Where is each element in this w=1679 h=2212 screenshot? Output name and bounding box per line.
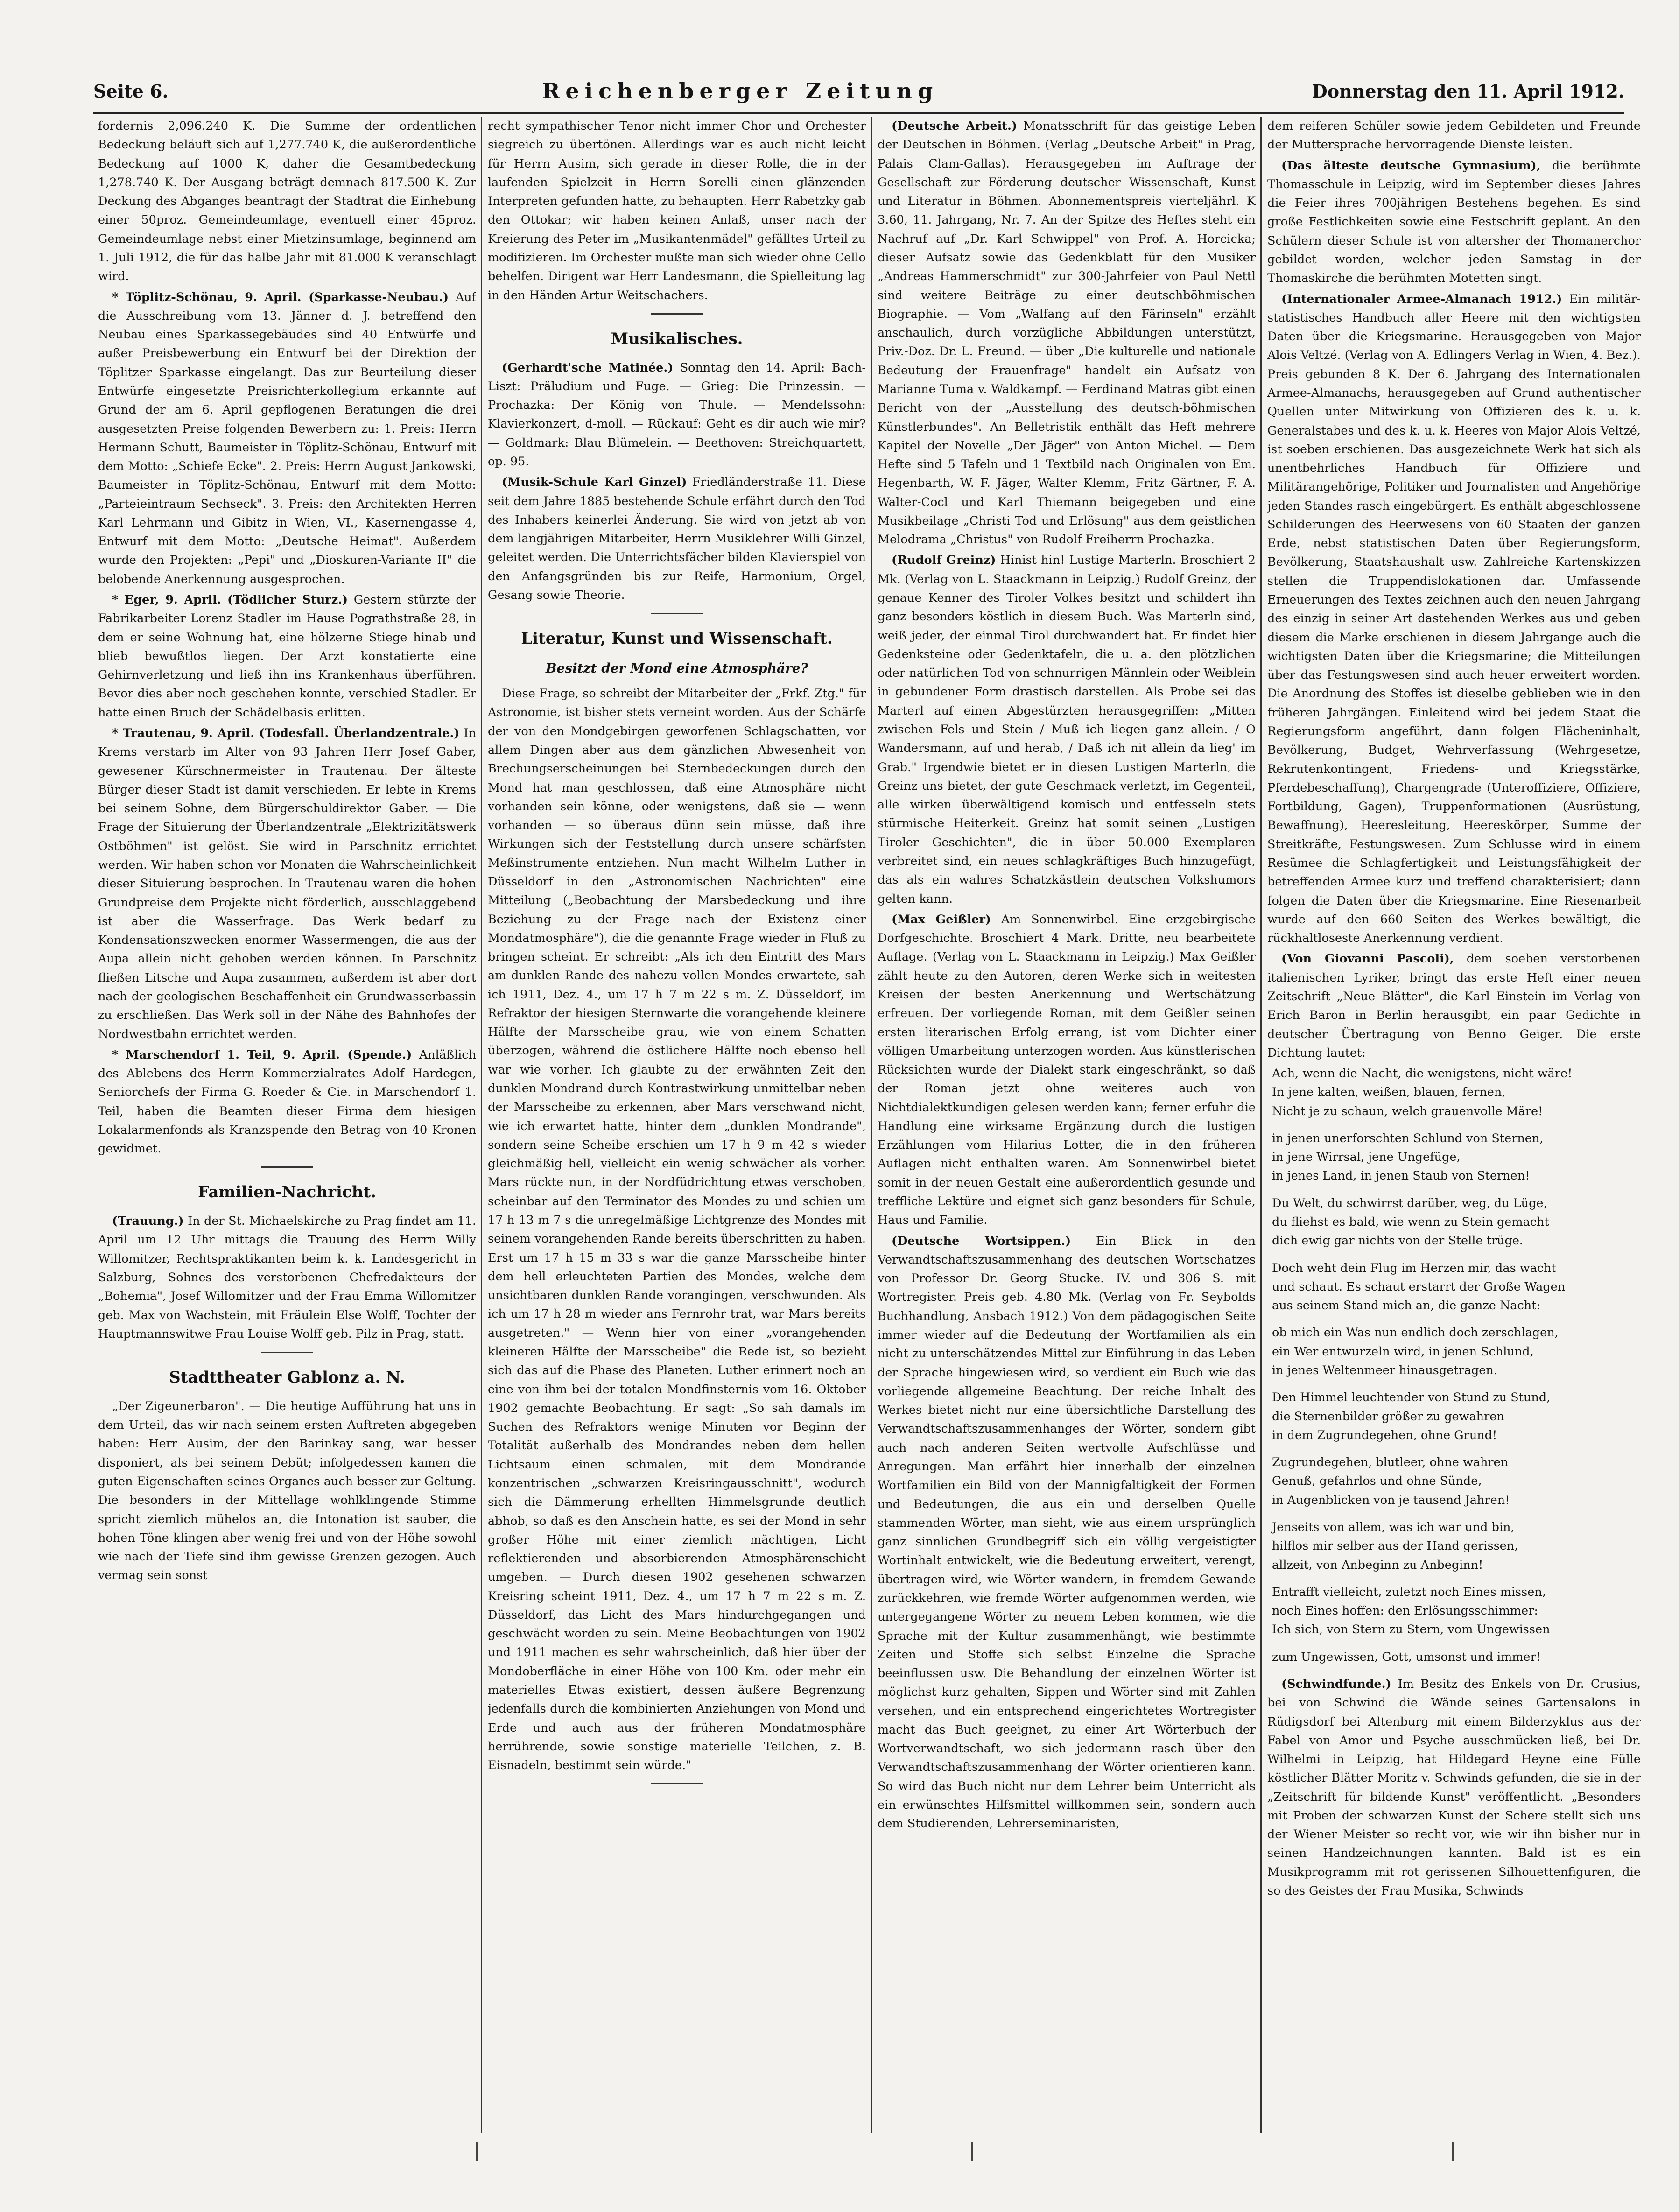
article-text: Ein Blick in den Verwandtschaftszusammenhang des deutschen Wortschatzes von Professor Dr. Georg Stucke. IV. und 306 S. mit Wortregister. Preis geb. 4.80 Mk. (Verlag von Fr. Seybolds Buchhandlung, Ansbach 1912.) Von dem pädagogischen Seite immer wieder auf die Bedeutung der Wortfamilien als ein nicht zu unterschätzendes Mittel zur Einführung in das Leben der Sprache hingewiesen wird, so verdient ein Buch wie das vorliegende allgemeine Beachtung. Der reiche Inhalt des Werkes bietet nicht nur eine übersichtliche Darstellung des Verwandtschaftszusammenhanges der Wörter, sondern gibt auch nach anderen Seiten wertvolle Aufschlüsse und Anregungen. Man erfährt hier innerhalb der einzelnen Wortfamilien ein Bild von der Mannigfaltigkeit der Formen und Bedeutungen, die aus ein und derselben Quelle stammenden Wörter, man sieht, wie aus einem ursprünglich ganz sinnlichen Grundbegriff sich ein völlig vergeistigter Wortinhalt entwickelt, wie die Bedeutung erweitert, verengt, übertragen wird, wie Wörter wandern, in fremdem Gewande zurückkehren, wie fremde Wörter aufgenommen werden, wie untergegangene Wörter zu neuem Leben kommen, wie die Sprache mit der Kultur zusammenhängt, wie bestimmte Zeiten und Stoffe sich selbst Einzelne die Sprache beeinflussen usw. Die Behandlung der einzelnen Wörter ist möglichst kurz gehalten, Sippen und Wörter sind mit Zahlen versehen, und ein entsprechend eingerichtetes Wortregister macht das Buch geeignet, zu einer Art Wörterbuch der Wortverwandtschaft, wo sich jedermann rasch über den Verwandtschaftszusammenhang der Wörter orientieren kann. So wird das Buch nicht nur dem Lehrer beim Unterricht als ein erwünschtes Hilfsmittel willkommen sein, sondern auch dem Studierenden, Lehrerseminaristen,	[878, 1234, 1256, 1831]
article-text: Monatsschrift für das geistige Leben der Deutschen in Böhmen. (Verlag „Deutsche Arbeit" in Prag, Palais Clam-Gallas). Herausgegeben im Auftrage der Gesellschaft zur Förderung deutscher Wissenschaft, Kunst und Literatur in Böhmen. Abonnementspreis vierteljährl. K 3.60, 11. Jahrgang, Nr. 7. An der Spitze des Heftes steht ein Nachruf auf „Dr. Karl Schwippel" von Prof. A. Horcicka; dieser Aufsatz sowie das Gedenkblatt für den Musiker „Andreas Hammerschmidt" zur 300-Jahrfeier von Paul Nettl sind weitere Beiträge zu einer deutschböhmischen Biographie. — Vom „Walfang auf den Färinseln" erzählt anschaulich, durch vorzügliche Abbildungen unterstützt, Priv.-Doz. Dr. L. Freund. — über „Die kulturelle und nationale Bedeutung der Frauenfrage" handelt ein Aufsatz von Marianne Tuma v. Waldkampf. — Ferdinand Matras gibt einen Bericht von der „Ausstellung des deutsch-böhmischen Künstlerbundes". An Belletristik enthält das Heft mehrere Kapitel der Novelle „Der Jäger" von Anton Michel. — Dem Hefte sind 5 Tafeln und 1 Textbild nach Originalen von Em. Hegenbarth, W. F. Jäger, Walter Klemm, Fritz Gärtner, F. A. Walter-Cocl und Karl Thiemann beigegeben und eine Musikbeilage „Christi Tod und Erlösung" aus dem geistlichen Melodrama „Christus" von Rudolf Freiherrn Prochazka.	[878, 119, 1256, 547]
item-lead: (Rudolf Greinz)	[892, 553, 996, 568]
issue-date: Donnerstag den 11. April 1912.	[1312, 80, 1624, 102]
article-paragraph	[878, 117, 1256, 549]
article-text: Sonntag den 14. April: Bach-Liszt: Präludium und Fuge. — Grieg: Die Prinzessin. — Prochazka: Der König von Thule. — Mendelssohn: Klavierkonzert, d-moll. — Rückauf: Geht es dir auch wie mir? — Goldmark: Blau Blümelein. — Beethoven: Streichquartett, op. 95.	[488, 360, 866, 469]
article-text: dem soeben verstorbenen italienischen Lyriker, bringt das erste Heft einer neuen Zeitschrift „Neue Blätter", die Karl Einstein im Verlag von Erich Baron in Berlin herausgibt, ein paar Gedichte in deutscher Übertragung von Benno Geiger. Die erste Dichtung lautet:	[1267, 952, 1641, 1060]
page-number: Seite 6.	[93, 80, 169, 102]
item-lead: (Internationaler Armee-Almanach 1912.)	[1281, 292, 1562, 306]
column-divider	[1260, 117, 1262, 2133]
poem-stanza: Jenseits von allem, was ich war und bin, hilflos mir selber aus der Hand gerissen, allzeit, von Anbeginn zu Anbeginn!	[1272, 1520, 1518, 1572]
print-mark	[1452, 2142, 1454, 2161]
column-4	[1267, 117, 1641, 2133]
poem-stanza: Zugrundegehen, blutleer, ohne wahren Genuß, gefahrlos und ohne Sünde, in Augenblicken von je tausend Jahren!	[1272, 1455, 1510, 1507]
article-paragraph	[1267, 949, 1641, 1062]
article-paragraph	[98, 1212, 476, 1343]
poem-stanza: zum Ungewissen, Gott, umsonst und immer!	[1272, 1650, 1541, 1664]
article-paragraph	[98, 288, 476, 589]
poem-stanza: Doch weht dein Flug im Herzen mir, das wacht und schaut. Es schaut erstarrt der Große Wagen aus seinem Stand mich an, die ganze Nacht:	[1272, 1261, 1566, 1313]
print-mark	[971, 2142, 973, 2161]
article-text: Ein militär-statistisches Handbuch aller Heere mit den wichtigsten Daten über die Kriegsmarine. Herausgegeben von Major Alois Veltzé. (Verlag von A. Edlingers Verlag in Wien, 4. Bez.). Preis gebunden 8 K. Der 6. Jahrgang des Internationalen Armee-Almanachs, herausgegeben auf Grund authentischer Quellen unter Mitwirkung von Offizieren des k. u. k. Generalstabes und des k. u. k. Heeres von Major Alois Veltzé, ist soeben erschienen. Das ausgezeichnete Werk hat sich als unentbehrliches Handbuch für Offiziere und Militärangehörige, Politiker und Journalisten und Angehörige jeden Standes rasch eingebürgert. Es enthält abgeschlossene Schilderungen des Heerwesens von 60 Staaten der ganzen Erde, nebst statistischen Daten über Regierungsform, Bevölkerung, Staatshaushalt usw. Zahlreiche Kartenskizzen stellen die Truppendislokationen dar. Umfassende Erneuerungen des Textes zeichnen auch den neuen Jahrgang des einzig in seiner Art dastehenden Werkes aus und geben diesem die Marke erschienen in diesem Jahrgange auch die wichtigsten Daten über die Kriegsmarine; die Mitteilungen über das Festungswesen sind auch heuer erweitert worden. Die Anordnung des Stoffes ist dieselbe geblieben wie in den früheren Jahrgängen. Einleitend wird bei jedem Staat die Regierungsform angeführt, dann folgen Flächeninhalt, Bevölkerung, Budget, Wehrverfassung (Wehrgesetze, Rekrutenkontingent, Friedens- und Kriegsstärke, Pferdebeschaffung), Chargengrade (Unteroffiziere, Offiziere, Fortbildung, Gagen), Truppenformationen (Ausrüstung, Bewaffnung), Heeresleitung, Heereskörper, Summe der Streitkräfte, Festungswesen. Zum Schlusse wird in einem Resümee die Schlagfertigkeit und Leistungsfähigkeit der betreffenden Armee kurz und treffend charakterisiert; dann folgen die Daten über die Kriegsmarine. Eine Riesenarbeit wurde auf den 660 Seiten des Werkes bewältigt, die rückhaltloseste Anerkennung verdient.	[1267, 292, 1641, 946]
section-heading: Literatur, Kunst und Wissenschaft.	[521, 629, 833, 648]
item-lead: (Deutsche Wortsippen.)	[892, 1234, 1071, 1248]
item-lead: (Gerhardt'sche Matinée.)	[502, 360, 674, 375]
item-lead: (Max Geißler)	[892, 912, 991, 927]
article-paragraph	[1267, 1675, 1641, 1900]
article-paragraph	[488, 473, 866, 604]
print-mark	[476, 2142, 478, 2161]
poem-stanza: in jenen unerforschten Schlund von Sternen, in jene Wirrsal, jene Ungefüge, in jenes Land, in jenen Staub von Sternen!	[1272, 1131, 1544, 1183]
article-text: Auf die Ausschreibung vom 13. Jänner d. J. betreffend den Neubau eines Sparkassegebäudes sind 40 Entwürfe und außer Preisbewerbung ein Entwurf bei der Direktion der Töplitzer Sparkasse eingelangt. Das zur Beurteilung dieser Entwürfe eingesetzte Preisrichterkollegium erkannte auf Grund der am 6. April gepflogenen Beratungen die drei ausgesetzten Preise folgenden Bewerbern zu: 1. Preis: Herrn Hermann Schutt, Baumeister in Töplitz-Schönau, Entwurf mit dem Motto: „Schiefe Ecke". 2. Preis: Herrn August Jankowski, Baumeister in Töplitz-Schönau, Entwurf mit dem Motto: „Parteieintraum Sechseck". 3. Preis: den Architekten Herren Karl Lehrmann und Gibitz in Wien, VI., Kasernengasse 4, Entwurf mit dem Motto: „Deutsche Heimat". Außerdem wurde den Projekten: „Pepi" und „Dioskuren-Variante II" die belobende Anerkennung ausgesprochen.	[98, 290, 476, 586]
article-text: Hinist hin! Lustige Marterln. Broschiert 2 Mk. (Verlag von L. Staackmann in Leipzig.) Rudolf Greinz, der genaue Kenner des Tiroler Volkes besitzt und schildert ihn ganz besonders köstlich in diesem Buch. Was Marterln sind, weiß jeder, der einmal Tirol durchwandert hat. Er findet hier Gedenksteine oder Gedenktafeln, die u. a. den plötzlichen oder natürlichen Tod von schnurrigen Männlein oder Weiblein in gebundener Form drastisch darstellen. Als Probe sei das Marterl auf einen Abgestürzten herausgegriffen: „Mitten zwischen Fels und Stein / Muß ich liegen ganz allein. / O Wandersmann, auf und herab, / Daß ich nit allein da lieg' im Grab." Irgendwie bietet er in diesen Lustigen Marterln, die Greinz uns bietet, der gute Geschmack verletzt, im Gegenteil, alle wirken überwältigend komisch und entfesseln stets stürmische Heiterkeit. Greinz hat somit seinen „Lustigen Tiroler Geschichten", die in über 50.000 Exemplaren verbreitet sind, ein neues schlagkräftiges Buch hinzugefügt, das als ein wahres Schatzkästlein deutschen Volkshumors gelten kann.	[878, 553, 1256, 906]
column-1	[98, 117, 476, 2133]
poem-stanza: Du Welt, du schwirrst darüber, weg, du Lüge, du fliehst es bald, wie wenn zu Stein gemacht dich ewig gar nichts von der Stelle trüge.	[1272, 1196, 1549, 1248]
article-paragraph	[98, 724, 476, 1044]
article-paragraph: fordernis 2,096.240 K. Die Summe der ordentlichen Bedeckung beläuft sich auf 1,277.740 K, die außerordentliche Bedeckung auf 1000 K, daher die Gesamtbedeckung 1,278.740 K. Der Ausgang beträgt demnach 817.500 K. Zur Deckung des Abganges beantragt der Stadtrat die Einhebung einer 50proz. Gemeindeumlage, eventuell einer 45proz. Gemeindeumlage nebst einer Mietzinsumlage, beginnend am 1. Juli 1912, die für das halbe Jahr mit 81.000 K veranschlagt wird.	[98, 119, 476, 284]
page-header	[93, 70, 1624, 112]
item-lead: (Von Giovanni Pascoli),	[1281, 952, 1454, 966]
article-paragraph	[878, 910, 1256, 1230]
article-paragraph: Diese Frage, so schreibt der Mitarbeiter der „Frkf. Ztg." für Astronomie, ist bisher stets verneint worden. Aus der Schärfe der von den Mondgebirgen geworfenen Schlagschatten, vor allem Dingen aber aus dem gänzlichen Abwesenheit von Brechungserscheinungen bei Sternbedeckungen durch den Mond hat man geschlossen, daß eine Atmosphäre nicht vorhanden sein könne, oder wenigstens, daß sie — wenn vorhanden — so überaus dünn sein müsse, daß ihre Wirkungen sich der Feststellung durch unsere schärfsten Meßinstrumente entziehen. Nun macht Wilhelm Luther in Düsseldorf in den „Astronomischen Nachrichten" eine Mitteilung („Beobachtung der Marsbedeckung und ihre Beziehung zu der Frage nach der Existenz einer Mondatmosphäre"), die die genannte Frage wieder in Fluß zu bringen scheint. Er schreibt: „Als ich den Eintritt des Mars am dunklen Rande des nahezu vollen Mondes erwartete, sah ich 1911, Dez. 4., um 17 h 7 m 22 s m. Z. Düsseldorf, im Refraktor der hiesigen Sternwarte die vorangehende kleinere Hälfte der Marsscheibe grau, wie von einem Schatten überzogen, während die östlichere Hälfte noch ebenso hell war wie vorher. Ich glaubte zu der erwähnten Zeit den dunklen Mondrand durch Kontrastwirkung unmittelbar neben der Marsscheibe zu erkennen, aber Mars verschwand nicht, wie ich erwartet hatte, hinter dem „dunklen Mondrande", sondern seine Scheibe erschien um 17 h 9 m 42 s wieder gleichmäßig hell, vielleicht ein wenig schwächer als vorher. Mars rückte nun, in der Nordfüdrichtung etwas verschoben, scheinbar auf den Terminator des Mondes zu und schien um 17 h 13 m 7 s die unregelmäßige Lichtgrenze des Mondes mit seinem vorangehenden Rande bereits überschritten zu haben. Erst um 17 h 15 m 33 s war die ganze Marsscheibe hinter dem hell erleuchteten Partien des Mondes, welche dem unsichtbaren dunklen Rande vorangingen, verschwunden. Als ich um 17 h 28 m wieder ans Fernrohr trat, war Mars bereits ausgetreten." — Wenn hier von einer „vorangehenden kleineren Hälfte der Marsscheibe" die Rede ist, so bezieht sich das auf die Phase des Planeten. Luther erinnert noch an eine von ihm bei der totalen Mondfinsternis vom 16. Oktober 1902 gemachte Beobachtung. Er sagt: „So sah damals im Suchen des Refraktors wenige Minuten vor Beginn der Totalität außerhalb des Mondrandes neben dem hellen Lichtsaum einen schmalen, mit dem Mondrande konzentrischen „schwarzen Kreisringausschnitt", wodurch sich die Dämmerung erhellten Himmelsgrunde deutlich abhob, so daß es den Anschein hatte, es sei der Mond in sehr großer Höhe mit einer ziemlich mächtigen, Licht reflektierenden und absorbierenden Atmosphärenschicht umgeben. — Durch diesen 1902 gesehenen schwarzen Kreisring scheint 1911, Dez. 4., um 17 h 7 m 22 s m. Z. Düsseldorf, das Licht des Mars hindurchgegangen und geschwächt worden zu sein. Meine Beobachtungen von 1902 und 1911 machen es sehr wahrscheinlich, daß hier über der Mondoberfläche in einer Höhe von 100 Km. oder mehr ein materielles Etwas existiert, dessen äußere Begrenzung jedenfalls durch die kombinierten Anziehungen von Mond und Erde und auch aus der früheren Mondatmosphäre herrührende, sowie sonstige materielle Teilchen, z. B. Eisnadeln, bestimmt sein würde."	[488, 687, 866, 1773]
article-headline: Besitzt der Mond eine Atmosphäre?	[545, 660, 808, 676]
column-3	[878, 117, 1256, 2133]
dateline: * Töplitz-Schönau, 9. April. (Sparkasse-Neubau.)	[112, 290, 449, 304]
section-heading: Familien-Nachricht.	[198, 1183, 376, 1202]
dateline: * Eger, 9. April. (Tödlicher Sturz.)	[112, 593, 348, 607]
section-separator	[261, 1166, 313, 1168]
dateline: * Trautenau, 9. April. (Todesfall. Überlandzentrale.)	[112, 726, 460, 740]
article-paragraph: „Der Zigeunerbaron". — Die heutige Aufführung hat uns in dem Urteil, das wir nach seinem ersten Auftreten abgegeben haben: Herr Ausim, der den Barinkay sang, war besser disponiert, als bei seinem Debüt; infolgedessen kamen die guten Eigenschaften seines Organes auch besser zur Geltung. Die besonders in der Mittellage wohlklingende Stimme spricht ziemlich mühelos an, die Intonation ist sauber, die hohen Töne klingen aber wenig frei und von der Höhe sowohl wie nach der Tiefe sind ihm gewisse Grenzen gezogen. Auch vermag sein sonst	[98, 1399, 476, 1583]
section-heading: Musikalisches.	[611, 329, 743, 348]
article-paragraph	[98, 590, 476, 722]
dateline: * Marschendorf 1. Teil, 9. April. (Spende.)	[112, 1047, 412, 1062]
section-heading: Stadttheater Gablonz a. N.	[169, 1368, 405, 1387]
article-paragraph	[98, 1046, 476, 1159]
article-text: In der St. Michaelskirche zu Prag findet am 11. April um 12 Uhr mittags die Trauung des Herrn Willy Willomitzer, Rechtspraktikanten beim k. k. Landesgericht in Salzburg, Sohnes des verstorbenen Chefredakteurs der „Bohemia", Josef Willomitzer und der Frau Emma Willomitzer geb. Max von Wachstein, mit Fräulein Else Wolff, Tochter der Hauptmannswitwe Frau Louise Wolff geb. Pilz in Prag, statt.	[98, 1214, 476, 1341]
item-lead: (Das älteste deutsche Gymnasium),	[1281, 158, 1541, 173]
poem-stanza: ob mich ein Was nun endlich doch zerschlagen, ein Wer entwurzeln wird, in jenen Schlund, in jenes Weltenmeer hinausgetragen.	[1272, 1326, 1559, 1377]
item-lead: (Musik-Schule Karl Ginzel)	[502, 475, 687, 490]
article-text: die berühmte Thomasschule in Leipzig, wird im September dieses Jahres die Feier ihres 700jährigen Bestehens begehen. Es sind große Festlichkeiten sowie eine Festschrift geplant. An den Schülern dieser Schule ist von altersher der Thomanerchor gebildet worden, welcher jeden Samstag in der Thomaskirche die berühmten Motetten singt.	[1267, 158, 1641, 286]
poem-stanza: Entrafft vielleicht, zuletzt noch Eines missen, noch Eines hoffen: den Erlösungsschimmer: Ich sich, von Stern zu Stern, vom Ungewissen	[1272, 1585, 1550, 1637]
column-2	[488, 117, 866, 2133]
masthead-title: Reichenberger Zeitung	[542, 78, 939, 104]
section-separator	[261, 1352, 313, 1353]
article-text: Anläßlich des Ablebens des Herrn Kommerzialrates Adolf Hardegen, Seniorchefs der Firma G. Roeder & Cie. in Marschendorf 1. Teil, haben die Beamten dieser Firma dem hiesigen Lokalarmenfonds als Kranzspende den Betrag von 40 Kronen gewidmet.	[98, 1047, 476, 1156]
poem-stanza: Den Himmel leuchtender von Stund zu Stund, die Sternenbilder größer zu gewahren in dem Zugrundegehen, ohne Grund!	[1272, 1390, 1551, 1442]
item-lead: (Deutsche Arbeit.)	[892, 119, 1017, 133]
section-separator	[651, 313, 703, 315]
header-rule	[93, 112, 1624, 114]
column-divider	[871, 117, 872, 2133]
section-separator	[651, 613, 703, 614]
article-paragraph	[1267, 290, 1641, 948]
article-text: Im Besitz des Enkels von Dr. Crusius, bei von Schwind die Wände seines Gartensalons in Rüdigsdorf bei Altenburg mit einem Bilderzyklus aus der Fabel von Amor und Psyche ausschmücken ließ, bei Dr. Wilhelmi in Leipzig, hat Hildegard Heyne eine Fülle köstlicher Blätter Moritz v. Schwinds gefunden, die sie in der „Zeitschrift für bildende Kunst" veröffentlicht. „Besonders mit Proben der schwarzen Kunst der Schere stellt sich uns der Wiener Meister so recht vor, wie wir ihn bisher nur in seinen Handzeichnungen kannten. Bald ist es ein Musikprogramm mit rot gerissenen Silhouettenfiguren, die so des Geistes der Frau Musika, Schwinds	[1267, 1677, 1641, 1898]
article-text: Gestern stürzte der Fabrikarbeiter Lorenz Stadler im Hause Pograthstraße 28, in dem er seine Wohnung hat, eine hölzerne Stiege hinab und blieb bewußtlos liegen. Der Arzt konstatierte eine Gehirnverletzung und ließ ihn ins Krankenhaus überführen. Bevor dies aber noch geschehen konnte, verschied Stadler. Er hatte einen Bruch der Schädelbasis erlitten.	[98, 593, 476, 720]
article-text: In Krems verstarb im Alter von 93 Jahren Herr Josef Gaber, gewesener Kürschnermeister in Trautenau. Der älteste Bürger dieser Stadt ist damit verschieden. Er lebte in Krems bei seinem Sohne, dem Bürgerschuldirektor Gaber. — Die Frage der Situierung der Überlandzentrale „Elektrizitätswerk Ostböhmen" ist gelöst. Sie wird in Parschnitz errichtet werden. Wir haben schon vor Monaten die Wahrscheinlichkeit dieser Situierung besprochen. In Trautenau waren die hohen Grundpreise dem Projekte nicht förderlich, ausschlaggebend ist aber die Wasserfrage. Das Werk bedarf zu Kondensationszwecken enormer Wassermengen, die aus der Aupa allein nicht gehoben werden können. In Parschnitz fließen Litsche und Aupa zusammen, außerdem ist aber dort nach der geologischen Beschaffenheit ein Grundwasserbassin zu erschließen. Das Werk soll in der Nähe des Bahnhofes der Nordwestbahn errichtet werden.	[98, 726, 476, 1041]
section-separator	[651, 1783, 703, 1784]
poem-stanza: Ach, wenn die Nacht, die wenigstens, nicht wäre! In jene kalten, weißen, blauen, fernen, Nicht je zu schaun, welch grauenvolle Märe!	[1272, 1067, 1573, 1118]
column-divider	[481, 117, 482, 2133]
article-paragraph: recht sympathischer Tenor nicht immer Chor und Orchester siegreich zu übertönen. Allerdings war es auch nicht leicht für Herrn Ausim, sich gerade in dieser Rolle, die in der laufenden Spielzeit in Herrn Sorelli einen glänzenden Interpreten gefunden hatte, zu behaupten. Herr Rabetzky gab den Ottokar; wir haben keinen Anlaß, unser nach der Kreierung des Peter im „Musikantenmädel" gefälltes Urteil zu modifizieren. Im Orchester mußte man sich wieder ohne Cello behelfen. Dirigent war Herr Landesmann, die Spielleitung lag in den Händen Artur Weitschachers.	[488, 119, 866, 302]
article-paragraph	[878, 1232, 1256, 1833]
article-paragraph	[878, 551, 1256, 908]
article-paragraph	[1267, 156, 1641, 288]
item-lead: (Trauung.)	[112, 1214, 184, 1229]
item-lead: (Schwindfunde.)	[1281, 1677, 1391, 1691]
bottom-margin	[0, 2142, 1679, 2170]
article-text: Friedländerstraße 11. Diese seit dem Jahre 1885 bestehende Schule erfährt durch den Tod des Inhabers keinerlei Änderung. Sie wird von jetzt ab von dem langjährigen Mitarbeiter, Herrn Musiklehrer Willi Ginzel, geleitet werden. Die Unterrichtsfächer bilden Klavierspiel von den Anfangsgründen bis zur Reife, Harmonium, Orgel, Gesang sowie Theorie.	[488, 475, 866, 602]
article-paragraph: dem reiferen Schüler sowie jedem Gebildeten und Freunde der Muttersprache hervorragende Dienste leisten.	[1267, 119, 1641, 152]
article-text: Am Sonnenwirbel. Eine erzgebirgische Dorfgeschichte. Broschiert 4 Mark. Dritte, neu bearbeitete Auflage. (Verlag von L. Staackmann in Leipzig.) Max Geißler zählt heute zu den Autoren, deren Werke sich in weitesten Kreisen der besten Anerkennung und Wertschätzung erfreuen. Der vorliegende Roman, mit dem Geißler seinen ersten literarischen Erfolg errang, ist vom Dichter einer völligen Umarbeitung unterzogen worden. Aus künstlerischen Rücksichten wurde der Dialekt stark eingeschränkt, so daß der Roman jetzt ohne weiteres auch von Nichtdialektkundigen gelesen werden kann; ferner erfuhr die Handlung eine wirksame Ergänzung durch die lustigen Erzählungen vom Hilarius Lotter, die in den früheren Auflagen nicht enthalten waren. Am Sonnenwirbel bietet somit in der neuen Gestalt eine außerordentlich gesunde und treffliche Lektüre und eignet sich ganz besonders für Schule, Haus und Familie.	[878, 912, 1256, 1228]
article-paragraph	[488, 358, 866, 471]
